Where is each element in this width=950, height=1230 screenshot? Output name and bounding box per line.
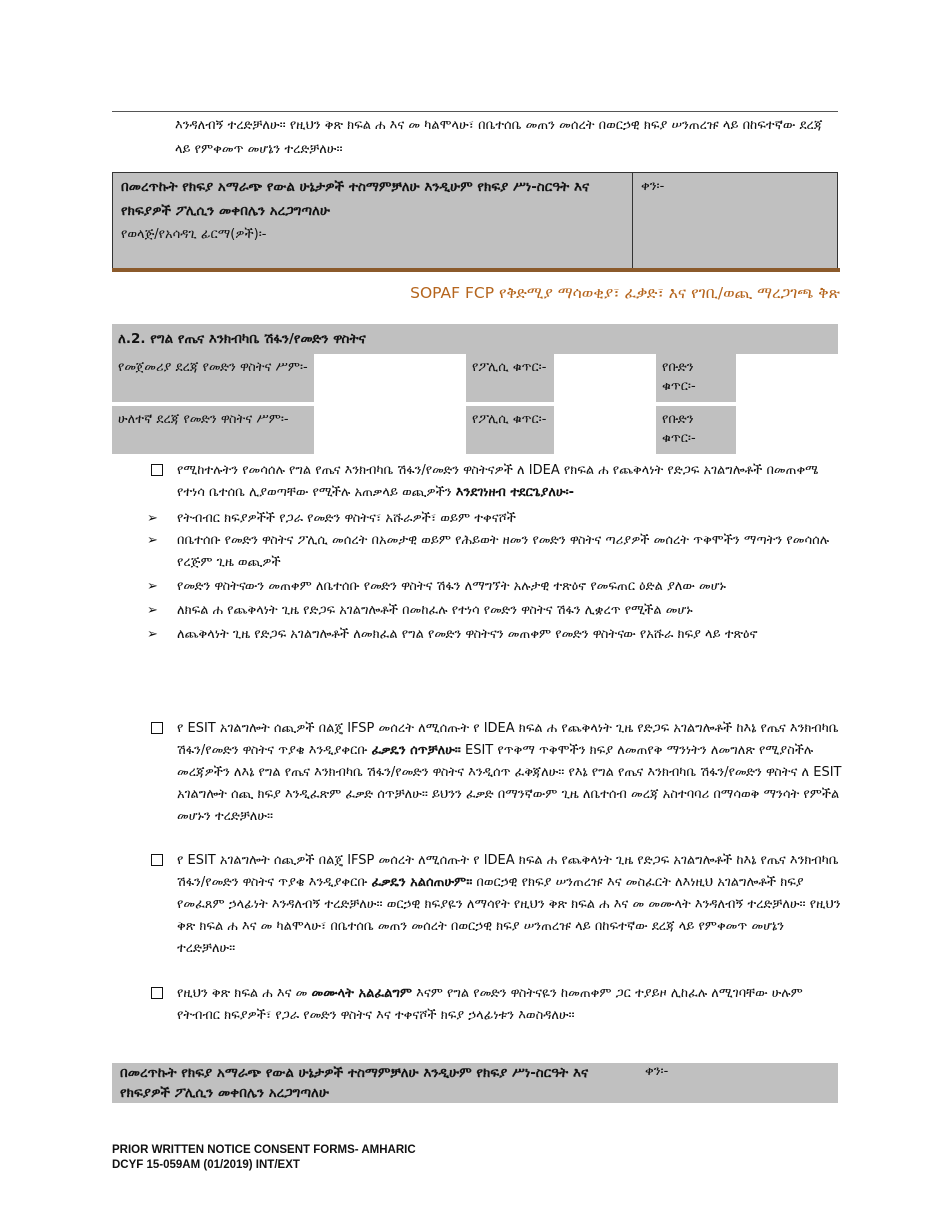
intro-paragraph: እንዳለብኝ ተረድቻለሁ። የዚህን ቅጽ ክፍል ሐ እና መ ካልሞላሁ፣ በቤተሰቤ መጠን መሰረት በወርኃዊ ክፍያ ሠንጠረዡ ላይ በከፍተኛው ደረጃ ላይ የምቀመጥ መሆኔን ተረድቻለሁ። xyxy=(175,118,823,157)
consent-item-1 xyxy=(145,460,845,648)
date-label[interactable]: ቀን፡- xyxy=(641,179,665,194)
sub-item-5: ለጨቅላነት ጊዜ የድጋፍ አገልግሎቶች ለመክፈል የግል የመድን ዋስትናን መጠቀም የመድን ዋስትናው የአሹራ ክፍያ ላይ ተጽዕኖ xyxy=(177,627,758,642)
sub-item-3: የመድን ዋስትናውን መጠቀም ለቤተሰቡ የመድን ዋስትና ሽፋን ለማግኘት አሉታዊ ተጽዕኖ የመፍጠር ዕድል ያለው መሆኑ xyxy=(177,579,726,594)
section-divider xyxy=(112,268,840,272)
secondary-policy-label: የፖሊሲ ቁጥር፡- xyxy=(466,406,554,454)
consent-checkbox-1[interactable] xyxy=(151,464,163,476)
consent-checkbox-2[interactable] xyxy=(151,722,163,734)
consent-item-3-text-b: በወርኃዊ የክፍያ ሠንጠረዡ እና መስፈርት ለእነዚህ አገልግሎቶች ክፍያ የመፈጸም ኃላፊነት እንዳለብኝ ተረድቻለሁ። ወርኃዊ ክፍያዬን ለማሳየት የዚህን ቅጽ ክፍል ሐ እና መ መሙላት እንዳለብኝ ተረድቻለሁ። የዚህን ቅጽ ክፍል ሐ እና መ ካልሞላሁ፣ በቤተሰቤ መጠን መሰረት በወርኃዊ ክፍያ ሠንጠረዡ ላይ በከፍተኛው ደረጃ ላይ የምቀመጥ መሆኔን ተረድቻለሁ። xyxy=(177,875,841,956)
consent-item-3-text-a: የ ESIT አገልግሎት ሰጪዎች በልጄ IFSP መሰረት ለሚሰጡት የ IDEA ክፍል ሐ የጨቅላነት ጊዜ የድጋፍ አገልግሎቶች ከእኔ የጤና እንክብካቤ ሽፋን/የመድን ዋስትና ጥያቄ እንዲያቀርቡ xyxy=(177,853,839,890)
consent-item-1-text: የሚከተሉትን የመሳሰሉ የግል የጤና እንክብካቤ ሽፋን/የመድን ዋስትናዎች ለ IDEA የክፍል ሐ የጨቅላነት የድጋፍ አገልግሎቶች በመጠቀሜ የተነሳ ቤተሰቤ ሊያወጣቸው የሚችሉ አጠቃላይ ወጪዎችን xyxy=(177,463,819,500)
consent-item-2-text-b: ESIT የጥቅማ ጥቅሞችን ክፍያ ለመጠየቅ ማንነትን ለመግለጽ የሚያስችሉ መረጃዎችን ለእኔ የግል የጤና እንክብካቤ ሽፋን/የመድን ዋስትና እንዲሰጥ ፈቅጃለሁ። የእኔ የግል የጤና እንክብካቤ ሽፋን/የመድን ዋስትና ለ ESIT አገልግሎት ሰጪ ክፍያ እንዲፈጽም ፈቃድ ሰጥቻለሁ። ይህንን ፈቃድ በማንኛውም ጊዜ ለቤተሰብ መረጃ አስተባባሪ በማሳወቅ ማንሳት የምችል መሆኑን ተረድቻለሁ። xyxy=(177,743,842,824)
consent-item-4-text-b: እናም የግል የመድን ዋስትናዬን ከመጠቀም ጋር ተያይዞ ሊከፈሉ ለሚገባቸው ሁሉም የትብብር ክፍያዎች፣ የጋራ የመድን ዋስትና እና ተቀናሾች ክፍያ ኃላፊነቱን እወስዳለሁ። xyxy=(177,986,803,1023)
form-footer xyxy=(112,1143,416,1173)
consent-item-3 xyxy=(145,850,845,960)
signature-block-2-title: በመረጥኩት የክፍያ አማራጭ የውል ሁኔታዎች ተስማምቻለሁ እንዲሁም የክፍያ ሥነ-ስርዓት እና የክፍያዎች ፖሊሲን መቀበሌን አረጋግጣለሁ xyxy=(120,1065,589,1101)
secondary-group-field[interactable] xyxy=(736,406,838,454)
arrow-bullet-icon: ➢ xyxy=(147,533,158,548)
primary-policy-label: የፖሊሲ ቁጥር፡- xyxy=(466,354,554,402)
arrow-bullet-icon: ➢ xyxy=(147,627,158,642)
arrow-bullet-icon: ➢ xyxy=(147,511,158,526)
consent-item-2-bold: ፈቃዴን ሰጥቻለሁ። xyxy=(371,743,461,758)
secondary-policy-field[interactable] xyxy=(554,406,656,454)
primary-insurance-name-field[interactable] xyxy=(314,354,466,402)
consent-item-1-bold: እንደገነዘብ ተደርጌያለሁ፡- xyxy=(455,485,575,500)
signature-block-2 xyxy=(112,1063,838,1103)
section-heading: ለ.2. የግል የጤና እንክብካቤ ሽፋን/የመድን ዋስትና xyxy=(112,324,838,354)
consent-checkbox-4[interactable] xyxy=(151,987,163,999)
signature-block-title: በመረጥኩት የክፍያ አማራጭ የውል ሁኔታዎች ተስማምቻለሁ እንዲሁም የክፍያ ሥነ-ስርዓት እና የክፍያዎች ፖሊሲን መቀበሌን አረጋግጣለሁ xyxy=(121,179,590,219)
secondary-insurance-name-field[interactable] xyxy=(314,406,466,454)
consent-item-2-text-a: የ ESIT አገልግሎት ሰጪዎች በልጄ IFSP መሰረት ለሚሰጡት የ IDEA ክፍል ሐ የጨቅላነት ጊዜ የድጋፍ አገልግሎቶች ከእኔ የጤና እንክብካቤ ሽፋን/የመድን ዋስትና ጥያቄ እንዲያቀርቡ xyxy=(177,721,839,758)
consent-item-4 xyxy=(145,983,845,1027)
secondary-insurance-name-label: ሁለተኛ ደረጃ የመድን ዋስትና ሥም፡- xyxy=(112,406,314,454)
primary-policy-field[interactable] xyxy=(554,354,656,402)
consent-item-4-text-a: የዚህን ቅጽ ክፍል ሐ እና መ xyxy=(177,986,312,1001)
consent-item-4-bold: መሙላት አልፈልግም xyxy=(311,986,413,1001)
signature-block-left xyxy=(113,173,633,269)
sub-item-1: የትብብር ክፍያዎችች የጋራ የመድን ዋስትና፣ አሹራዎች፣ ወይም ተቀናሾች xyxy=(177,511,516,526)
consent-item-2 xyxy=(145,718,845,828)
footer-line-2: DCYF 15-059AM (01/2019) INT/EXT xyxy=(112,1159,300,1171)
consent-item-3-bold: ፈቃዴን አልሰጠሁም። xyxy=(371,875,473,890)
date-label-2[interactable]: ቀን፡- xyxy=(645,1064,669,1079)
arrow-bullet-icon: ➢ xyxy=(147,579,158,594)
sub-item-2: በቤተሰቡ የመድን ዋስትና ፖሊሲ መሰረት በአመታዊ ወይም የሕይወት ዘመን የመድን ዋስትና ጣሪያዎች መሰረት ጥቅሞችን ማጣትን የመሳሰሉ የረጅም ጊዜ ወጪዎች xyxy=(177,533,830,570)
form-subtitle: SOPAF FCP የቅድሚያ ማሳወቂያ፣ ፈቃድ፣ እና የገቢ/ወጪ ማረጋገጫ ቅጽ xyxy=(410,284,840,302)
primary-insurance-name-label: የመጀመሪያ ደረጃ የመድን ዋስትና ሥም፡- xyxy=(112,354,314,402)
footer-line-1: PRIOR WRITTEN NOTICE CONSENT FORMS- AMHARIC xyxy=(112,1144,416,1156)
arrow-bullet-icon: ➢ xyxy=(147,603,158,618)
primary-group-field[interactable] xyxy=(736,354,838,402)
secondary-group-label: የቡድን ቁጥር፡- xyxy=(656,406,736,454)
top-divider xyxy=(112,111,838,112)
primary-group-label: የቡድን ቁጥር፡- xyxy=(656,354,736,402)
consent-checkbox-3[interactable] xyxy=(151,854,163,866)
signature-block-1 xyxy=(112,172,838,270)
signature-label[interactable]: የወላጅ/የአሳዳጊ ፊርማ(ዎች)፡- xyxy=(121,227,267,242)
sub-item-4: ለክፍል ሐ የጨቅላነት ጊዜ የድጋፍ አገልግሎቶች በመከፈሉ የተነሳ የመድን ዋስትና ሽፋን ሊቋረጥ የሚችል መሆኑ xyxy=(177,603,693,618)
